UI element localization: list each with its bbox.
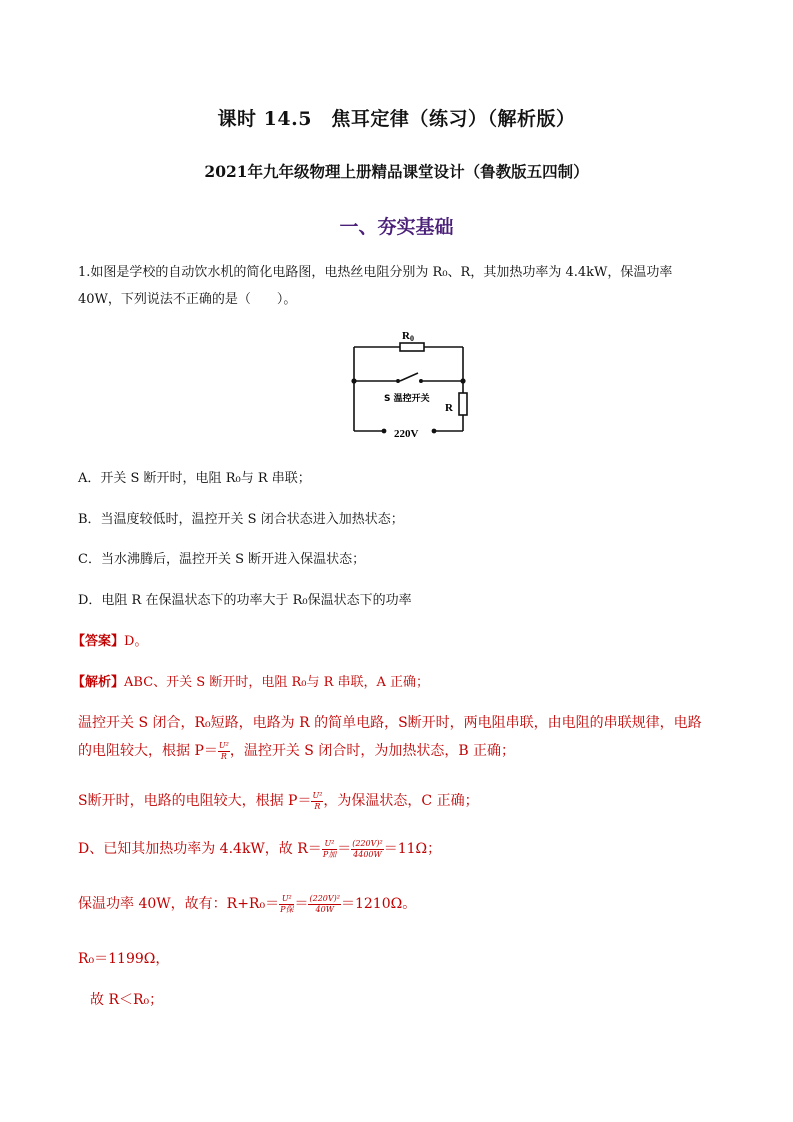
circuit-diagram bbox=[344, 325, 474, 445]
option-b: B．当温度较低时，温控开关 S 闭合状态进入加热状态； bbox=[78, 512, 404, 527]
analysis-label: 【解析】 bbox=[72, 675, 125, 690]
analysis-line7: R₀＝1199Ω， bbox=[78, 951, 170, 967]
analysis-line4: S断开时，电路的电阻较大，根据 P＝ $\frac{\text{U²}}{R}$ ，为保温状态，C 正确； bbox=[78, 790, 479, 811]
section-heading: 一、夯实基础 bbox=[339, 216, 454, 238]
resistor-r bbox=[459, 393, 467, 415]
answer-value: D。 bbox=[124, 634, 148, 649]
fraction-220-over-40: $\frac{\text{(220V)²}}{40W}$ bbox=[309, 893, 340, 914]
fraction-u2-over-r-2: $\frac{\text{U²}}{R}$ bbox=[312, 790, 323, 811]
switch-blade bbox=[400, 373, 418, 381]
analysis-line1: 【解析】ABC、开关 S 断开时，电阻 R₀与 R 串联，A 正确； bbox=[72, 675, 430, 690]
question-stem-line1: 1.如图是学校的自动饮水机的简化电路图，电热丝电阻分别为 R₀、R，其加热功率为 4.4kW，保温功率 bbox=[78, 265, 673, 280]
r-label: R bbox=[445, 402, 453, 414]
fraction-u2-over-p-heat: $\frac{\text{U²}}{\text{P加}}$ bbox=[322, 838, 337, 859]
option-c: C．当水沸腾后，温控开关 S 断开进入保温状态； bbox=[78, 552, 366, 567]
analysis-line2: 温控开关 S 闭合，R₀短路，电路为 R 的简单电路，S断开时，两电阻串联，由电阻的串联规律，电路 bbox=[78, 715, 702, 731]
fraction-220-over-4400: $\frac{\text{(220V)²}}{4400W}$ bbox=[352, 838, 383, 859]
fraction-u2-over-r: $\frac{\text{U²}}{R}$ bbox=[218, 740, 229, 761]
answer-line bbox=[72, 630, 147, 649]
option-d: D．电阻 R 在保温状态下的功率大于 R₀保温状态下的功率 bbox=[78, 593, 412, 608]
analysis-line5: D、已知其加热功率为 4.4kW，故 R＝ $\frac{\text{U²}}{\text{P加}}$ ＝ $\frac{\text{(220V)²}}{4400W}$ ＝11Ω； bbox=[78, 838, 442, 859]
question-stem-line2: 40W，下列说法不正确的是（ ）。 bbox=[78, 292, 297, 307]
analysis-line3: 的电阻较大，根据 P＝ $\frac{\text{U²}}{R}$ ，温控开关 S 闭合时，为加热状态，B 正确； bbox=[78, 740, 516, 761]
voltage-label: 220V bbox=[394, 428, 419, 440]
option-a: A．开关 S 断开时，电阻 R₀与 R 串联； bbox=[78, 471, 311, 486]
switch-label: S 温控开关 bbox=[384, 394, 430, 404]
analysis-line8: 故 R＜R₀； bbox=[90, 992, 164, 1008]
document-title: 课时 14.5 焦耳定律（练习）（解析版） bbox=[217, 108, 576, 130]
r0-label: R0 bbox=[402, 330, 414, 343]
analysis-line6: 保温功率 40W，故有：R+R₀＝ $\frac{\text{U²}}{\text{P保}}$ ＝ $\frac{\text{(220V)²}}{40W}$ ＝1210Ω。 bbox=[78, 893, 417, 914]
fraction-u2-over-p-keep: $\frac{\text{U²}}{\text{P保}}$ bbox=[280, 893, 294, 914]
resistor-r0 bbox=[400, 343, 424, 351]
answer-label: 【答案】 bbox=[72, 634, 125, 649]
document-subtitle: 2021年九年级物理上册精品课堂设计（鲁教版五四制） bbox=[204, 162, 589, 181]
